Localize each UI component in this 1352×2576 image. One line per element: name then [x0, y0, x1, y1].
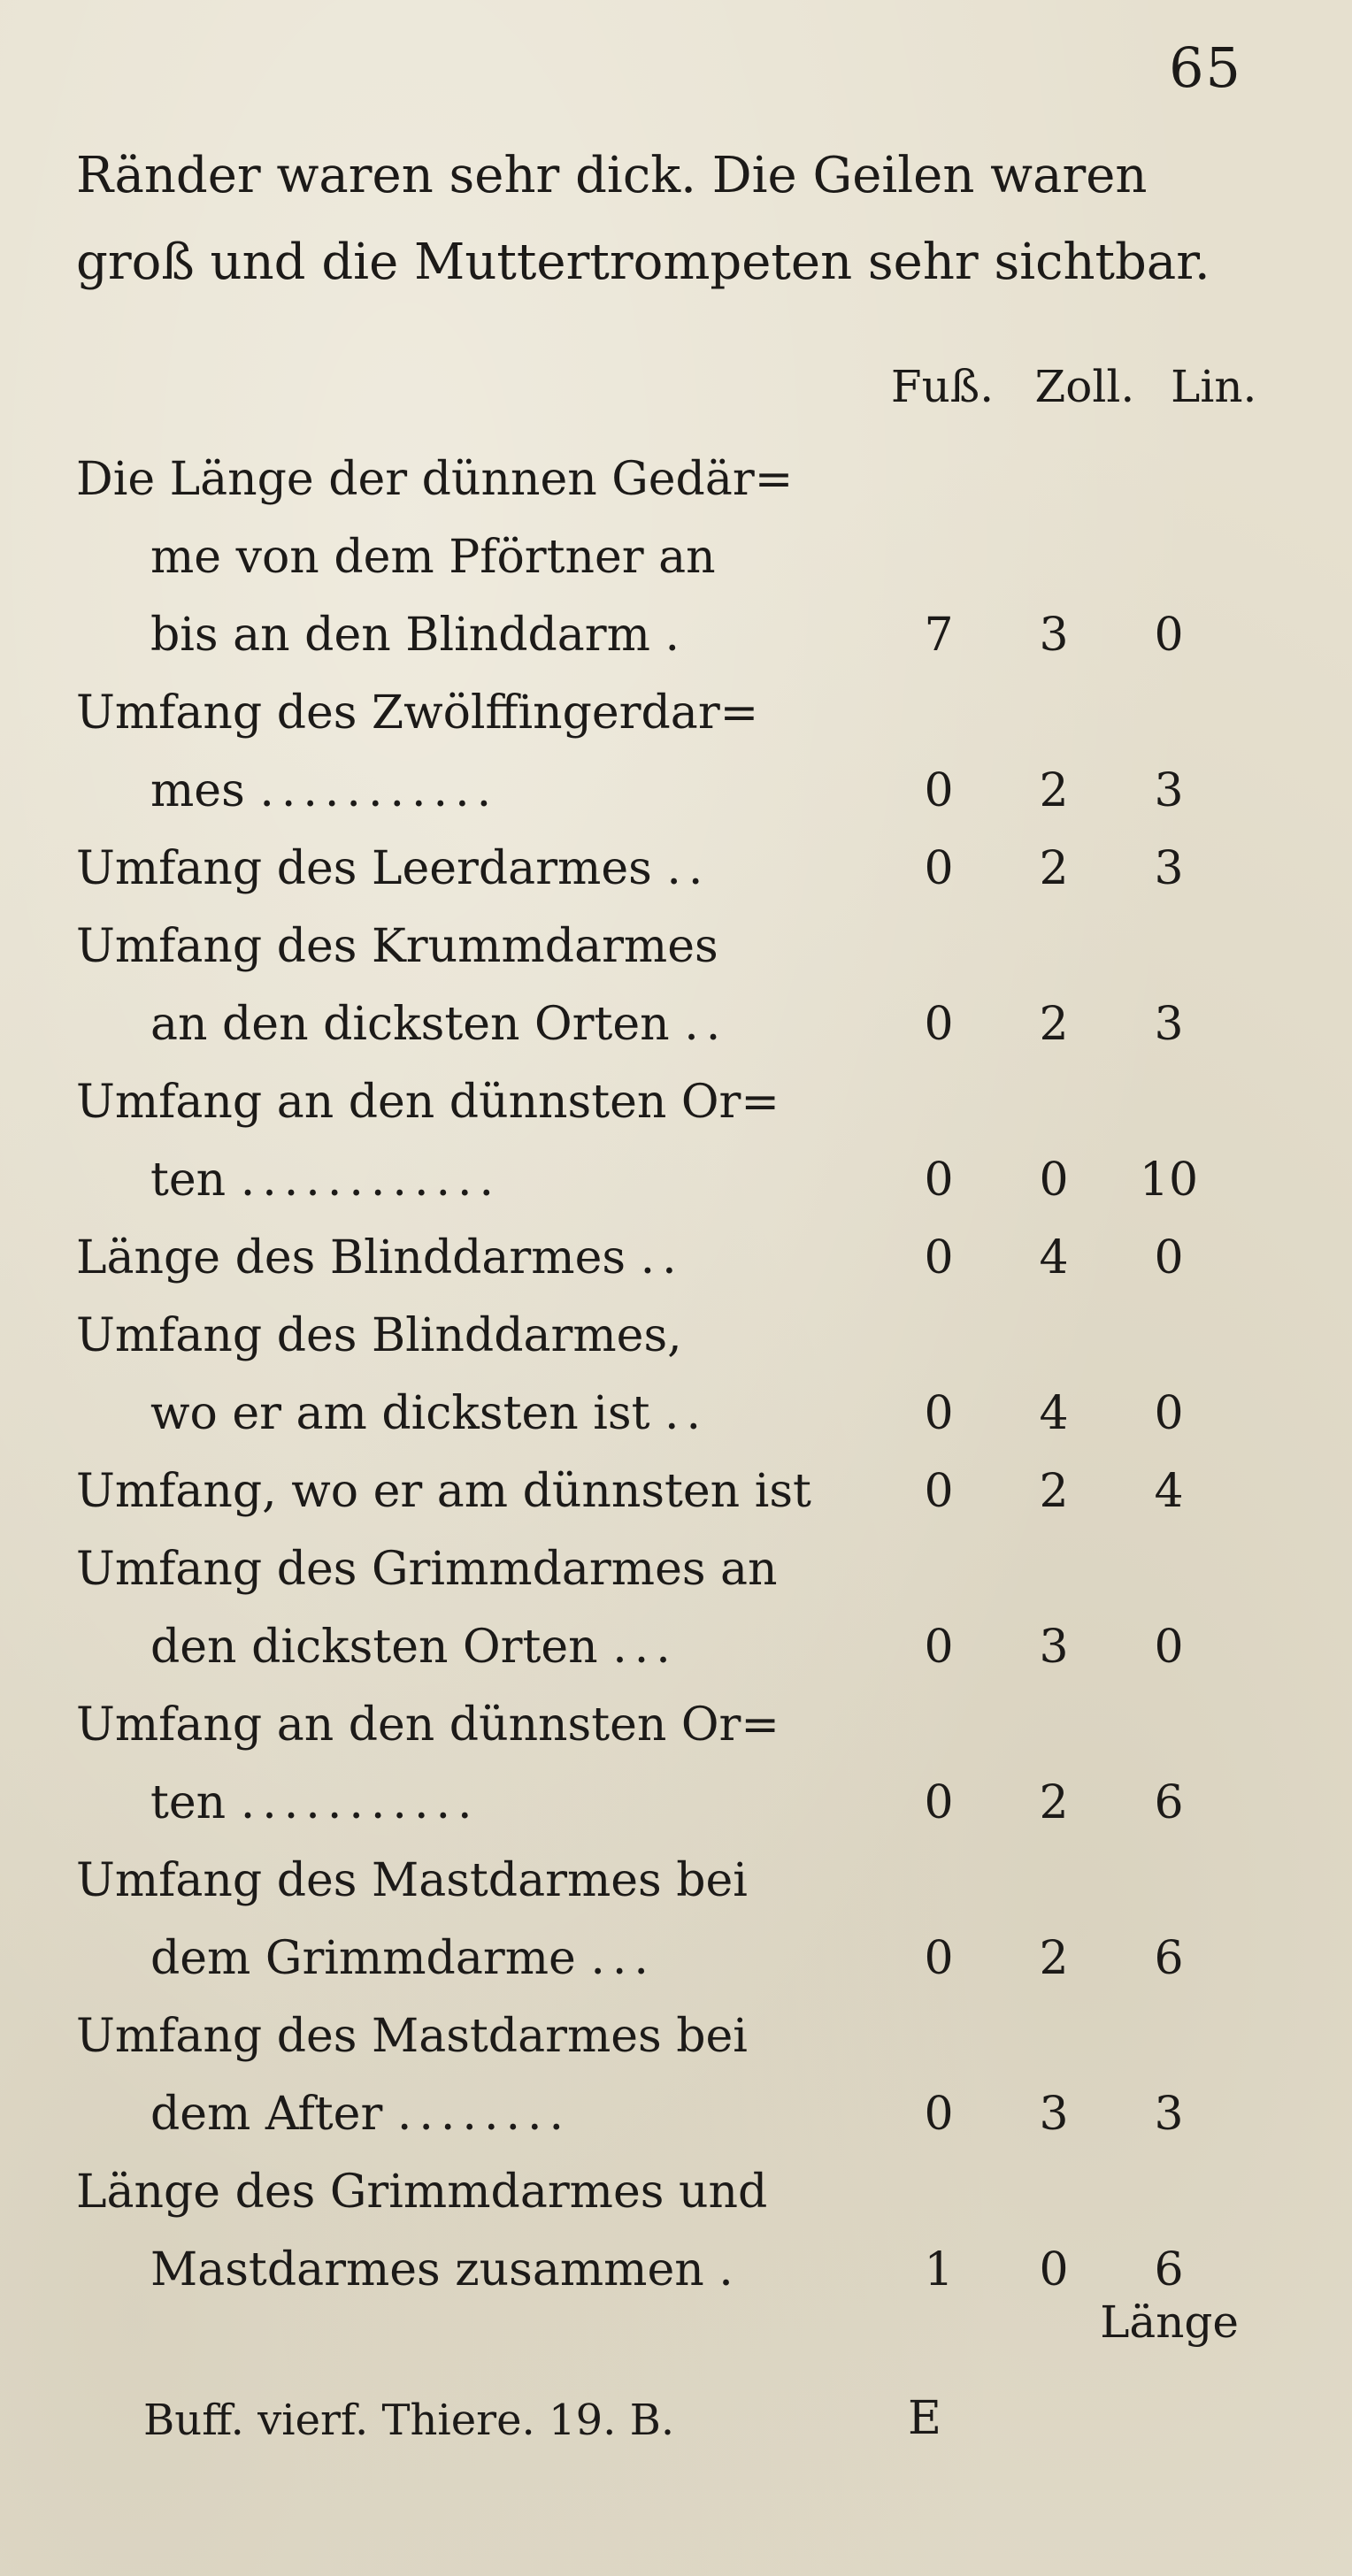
table-row: [76, 830, 1271, 908]
row-label: [76, 1219, 855, 1297]
table-row: [76, 1297, 1271, 1375]
units-header: [876, 361, 1257, 412]
table-row: [76, 1375, 1271, 1453]
intro-line: groß und die Muttertrompeten sehr sichtbar.: [76, 234, 1210, 291]
value-zoll: 4: [1039, 1231, 1069, 1284]
value-zoll: 2: [1039, 842, 1069, 895]
unit-lin-header: Lin.: [1171, 361, 1257, 412]
value-fuss: 0: [924, 998, 954, 1051]
leader-dots: ..: [664, 1387, 709, 1440]
leader-dots: ...: [612, 1621, 678, 1674]
unit-fuss-header: Fuß.: [890, 361, 995, 412]
row-label-text: wo er am dicksten ist: [150, 1387, 650, 1440]
row-label-text: Mastdarmes zusammen: [150, 2243, 704, 2296]
value-lin: 3: [1154, 998, 1184, 1051]
table-row: [76, 2075, 1271, 2153]
intro-paragraph: [76, 133, 1253, 306]
row-label-text: Länge des Blinddarmes: [76, 1231, 626, 1284]
row-label-text: Umfang, wo er am dünnsten ist: [76, 1465, 811, 1518]
table-row: [76, 1997, 1271, 2075]
value-lin: 3: [1154, 2088, 1184, 2141]
catchword: Länge: [1100, 2296, 1239, 2348]
value-lin: 3: [1154, 764, 1184, 817]
row-label: [76, 1063, 855, 1141]
row-label-text: Umfang des Zwölffingerdar=: [76, 686, 759, 740]
row-label: [150, 1141, 929, 1219]
leader-dots: .: [718, 2243, 741, 2296]
leader-dots: ..: [640, 1231, 684, 1284]
value-fuss: 0: [924, 1231, 954, 1284]
table-row: [76, 908, 1271, 985]
value-zoll: 4: [1039, 1387, 1069, 1440]
table-row: [76, 1219, 1271, 1297]
value-fuss: 0: [924, 1932, 954, 1985]
value-zoll: 2: [1039, 998, 1069, 1051]
value-lin: 6: [1154, 1932, 1184, 1985]
table-row: [76, 1141, 1271, 1219]
table-row: [76, 1063, 1271, 1141]
value-fuss: 0: [924, 1621, 954, 1674]
table-row: [76, 1530, 1271, 1608]
table-row: [76, 985, 1271, 1063]
value-fuss: 0: [924, 764, 954, 817]
value-zoll: 2: [1039, 764, 1069, 817]
row-label: [76, 1997, 855, 2075]
row-label: [150, 1608, 929, 1686]
value-zoll: 3: [1039, 1621, 1069, 1674]
value-lin: 10: [1139, 1154, 1199, 1207]
row-label: [150, 2075, 929, 2153]
row-label: [150, 1920, 929, 1997]
row-label: [150, 985, 929, 1063]
value-fuss: 7: [924, 609, 954, 662]
value-zoll: 3: [1039, 2088, 1069, 2141]
leader-dots: ..: [684, 998, 728, 1051]
table-row: [76, 752, 1271, 830]
value-lin: 3: [1154, 842, 1184, 895]
value-fuss: 1: [924, 2243, 954, 2296]
value-zoll: 3: [1039, 609, 1069, 662]
value-lin: 6: [1154, 2243, 1184, 2296]
row-label: [76, 1453, 855, 1530]
unit-zoll-header: Zoll.: [1034, 361, 1135, 412]
value-fuss: 0: [924, 1387, 954, 1440]
row-label-text: bis an den Blinddarm: [150, 609, 650, 662]
row-label-text: Umfang des Grimmdarmes an: [76, 1543, 778, 1596]
row-label-text: Die Länge der dünnen Gedär=: [76, 453, 794, 506]
row-label: [150, 2231, 929, 2309]
value-lin: 6: [1154, 1776, 1184, 1829]
row-label-text: me von dem Pförtner an: [150, 531, 716, 584]
intro-line: Ränder waren sehr dick. Die Geilen waren: [76, 147, 1148, 204]
row-label: [150, 752, 929, 830]
value-zoll: 0: [1039, 2243, 1069, 2296]
leader-dots: ............: [240, 1154, 502, 1207]
row-label: [76, 1530, 855, 1608]
leader-dots: ...........: [240, 1776, 480, 1829]
row-label-text: an den dicksten Orten: [150, 998, 670, 1051]
table-row: [76, 441, 1271, 518]
row-label-text: Umfang an den dünnsten Or=: [76, 1698, 780, 1752]
signature-line: Buff. vierf. Thiere. 19. B.: [143, 2396, 675, 2445]
value-fuss: 0: [924, 1465, 954, 1518]
value-zoll: 0: [1039, 1154, 1069, 1207]
row-label: [76, 830, 855, 908]
row-label: [76, 2153, 855, 2231]
value-lin: 0: [1154, 609, 1184, 662]
value-fuss: 0: [924, 842, 954, 895]
table-row: [76, 674, 1271, 752]
row-label-text: den dicksten Orten: [150, 1621, 598, 1674]
row-label: [150, 1764, 929, 1842]
value-fuss: 0: [924, 1776, 954, 1829]
row-label: [150, 596, 929, 674]
row-label: [76, 908, 855, 985]
measurement-table: [76, 441, 1271, 2309]
leader-dots: .: [664, 609, 688, 662]
sheet-mark: E: [908, 2392, 941, 2445]
value-zoll: 2: [1039, 1465, 1069, 1518]
row-label-text: mes: [150, 764, 245, 817]
row-label-text: dem Grimmdarme: [150, 1932, 576, 1985]
row-label: [76, 1297, 855, 1375]
value-zoll: 2: [1039, 1932, 1069, 1985]
value-lin: 0: [1154, 1387, 1184, 1440]
row-label-text: ten: [150, 1776, 227, 1829]
row-label-text: Umfang an den dünnsten Or=: [76, 1076, 780, 1129]
value-zoll: 2: [1039, 1776, 1069, 1829]
row-label-text: Umfang des Mastdarmes bei: [76, 1854, 748, 1907]
row-label: [150, 518, 929, 596]
row-label-text: Umfang des Blinddarmes,: [76, 1309, 682, 1362]
row-label-text: Umfang des Leerdarmes: [76, 842, 652, 895]
row-label: [76, 1686, 855, 1764]
row-label-text: dem After: [150, 2088, 383, 2141]
value-fuss: 0: [924, 2088, 954, 2141]
table-row: [76, 2153, 1271, 2231]
row-label: [76, 674, 855, 752]
table-row: [76, 1842, 1271, 1920]
table-row: [76, 1764, 1271, 1842]
value-lin: 0: [1154, 1621, 1184, 1674]
row-label: [150, 1375, 929, 1453]
row-label-text: Umfang des Mastdarmes bei: [76, 2010, 748, 2063]
table-row: [76, 1608, 1271, 1686]
value-fuss: 0: [924, 1154, 954, 1207]
table-row: [76, 1920, 1271, 1997]
table-row: [76, 1453, 1271, 1530]
row-label-text: Länge des Grimmdarmes und: [76, 2166, 768, 2219]
leader-dots: ..: [666, 842, 711, 895]
leader-dots: ...........: [259, 764, 499, 817]
value-lin: 0: [1154, 1231, 1184, 1284]
leader-dots: ........: [396, 2088, 572, 2141]
row-label-text: ten: [150, 1154, 227, 1207]
table-row: [76, 596, 1271, 674]
table-row: [76, 1686, 1271, 1764]
row-label-text: Umfang des Krummdarmes: [76, 920, 718, 973]
row-label: [76, 1842, 855, 1920]
table-row: [76, 518, 1271, 596]
leader-dots: ...: [590, 1932, 656, 1985]
page-number: 65: [1169, 35, 1242, 100]
value-lin: 4: [1154, 1465, 1184, 1518]
row-label: [76, 441, 855, 518]
